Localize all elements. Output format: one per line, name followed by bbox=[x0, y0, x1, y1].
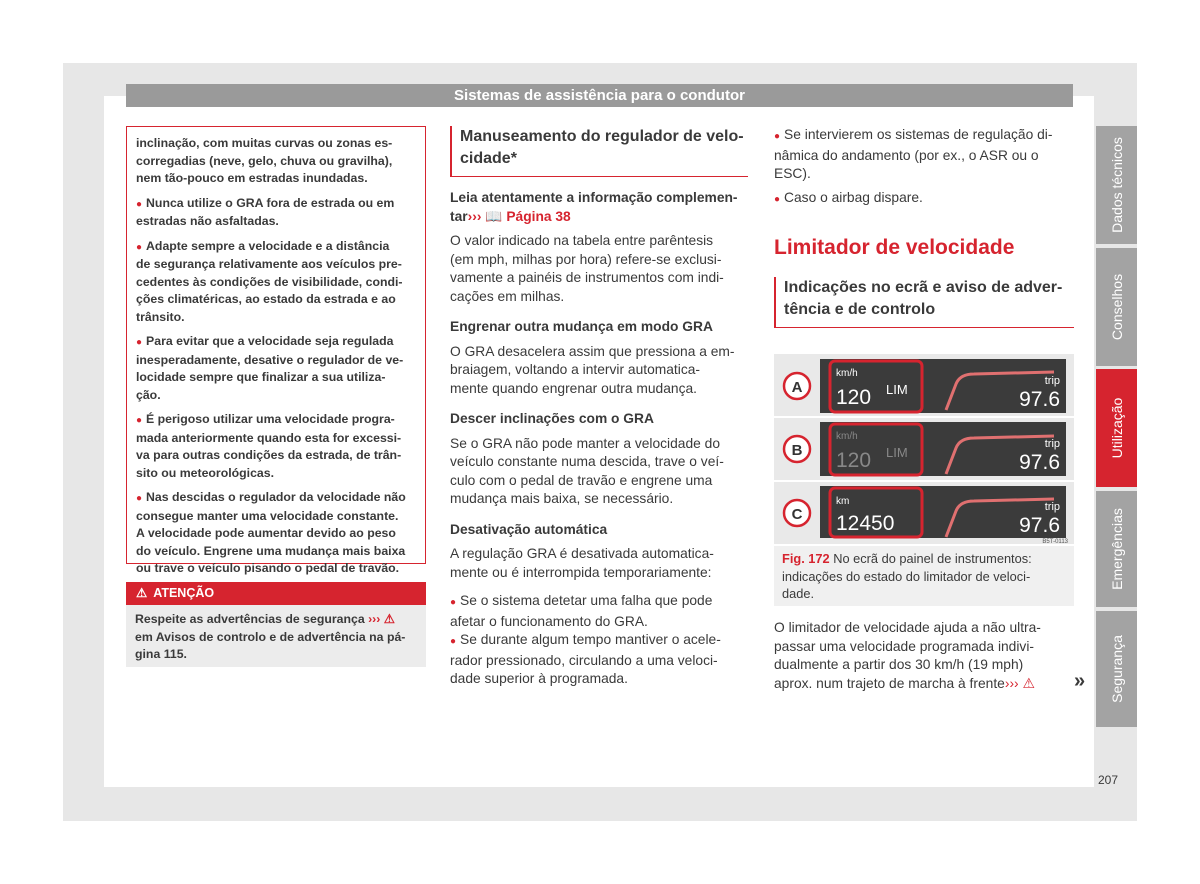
warning-item: ● Nas descidas o regulador da velocidade não consegue manter uma velocidade constante. A velocidade pode aumentar devido ao peso do veículo. Engrene uma mudança mais baixa ou trave o veículo pisando o pedal de travão. bbox=[136, 490, 406, 575]
instrument-displays bbox=[774, 354, 1074, 546]
panel-value: 12450 bbox=[836, 512, 895, 535]
bullet-icon: ● bbox=[136, 493, 143, 504]
bullet-icon: ● bbox=[774, 131, 781, 142]
book-icon: 📖 bbox=[485, 208, 503, 224]
warning-item: ● Nunca utilize o GRA fora de estrada ou em estradas não asfaltadas. bbox=[136, 195, 395, 228]
panel-unit: km/h bbox=[836, 368, 858, 379]
link-arrows-icon: ››› bbox=[1004, 675, 1019, 691]
warning-triangle-icon: ⚠ bbox=[1022, 675, 1035, 691]
subheading: Desativação automática bbox=[450, 521, 608, 537]
section-title: Manuseamento do regulador de velo- cidade* bbox=[450, 126, 748, 177]
continue-arrow-icon[interactable]: » bbox=[1074, 670, 1086, 692]
middle-column bbox=[450, 126, 748, 689]
attention-header: ⚠ ATENÇÃO bbox=[126, 582, 426, 605]
panel-lim: LIM bbox=[886, 382, 908, 397]
list-item: ● Se durante algum tempo mantiver o acele- rador pressionado, circulando a uma veloci- dade superior à programada. bbox=[450, 632, 721, 686]
tab-label: Utilização bbox=[1108, 397, 1125, 459]
bullet-icon: ● bbox=[774, 193, 781, 205]
warning-triangle-icon: ⚠ bbox=[136, 586, 148, 600]
list-item: ● Se intervierem os sistemas de regulação di- nâmica do andamento (por ex., o ASR ou o ESC). bbox=[774, 127, 1053, 181]
warning-box bbox=[126, 126, 426, 575]
panel-value: 120 bbox=[836, 449, 872, 472]
read-info: Leia atentamente a informação complemen- tar››› 📖 Página 38 bbox=[450, 190, 738, 224]
right-column bbox=[774, 126, 1074, 328]
bullet-icon: ● bbox=[450, 636, 457, 647]
warning-triangle-icon: ⚠ bbox=[383, 612, 395, 626]
figure-caption: Fig. 172 No ecrã do painel de instrumentos: indicações do estado do limitador de veloci- dade. bbox=[782, 551, 1032, 601]
bullet-icon: ● bbox=[136, 415, 143, 426]
paragraph: Se o GRA não pode manter a velocidade do veículo constante numa descida, trave o veí- culo com o pedal de travão e engrene uma mudança mais baixa, se necessário. bbox=[450, 435, 724, 506]
link-arrows-icon: ››› bbox=[467, 208, 482, 224]
bullet-icon: ● bbox=[136, 241, 143, 253]
panel-trip-value: 97.6 bbox=[1019, 514, 1060, 537]
tab-label: Conselhos bbox=[1108, 273, 1125, 341]
panel-trip-label: trip bbox=[1044, 375, 1060, 387]
panel-letter: B bbox=[791, 442, 803, 459]
section-heading: Limitador de velocidade bbox=[774, 236, 1015, 259]
panel-trip-label: trip bbox=[1044, 438, 1060, 450]
tab-seguranca[interactable] bbox=[1096, 611, 1137, 727]
link-arrows-icon: ››› bbox=[364, 612, 384, 626]
bullet-icon: ● bbox=[450, 597, 457, 608]
paragraph: O GRA desacelera assim que pressiona a em- braiagem, voltando a intervir automatica- mente quando engrenar outra mudança. bbox=[450, 343, 735, 396]
paragraph: A regulação GRA é desativada automatica- mente ou é interrompida temporariamente: bbox=[450, 546, 714, 580]
paragraph: O valor indicado na tabela entre parêntesis (em mph, milhas por hora) refere-se exclusi- vamente a painéis de instrumentos com indi- cações em milhas. bbox=[450, 233, 724, 304]
panel-lim: LIM bbox=[886, 445, 908, 460]
warning-intro: inclinação, com muitas curvas ou zonas es- corregadias (neve, gelo, chuva ou gravilha), nem tão-pouco em estradas inundadas. bbox=[136, 136, 393, 185]
subheading: Engrenar outra mudança em modo GRA bbox=[450, 319, 713, 334]
tab-label: Dados técnicos bbox=[1108, 137, 1125, 233]
attention-link[interactable]: em Avisos de controlo e de advertência na pá- bbox=[135, 629, 406, 644]
bullet-icon: ● bbox=[136, 337, 143, 348]
subheading: Descer inclinações com o GRA bbox=[450, 411, 654, 426]
panel-unit: km bbox=[836, 496, 850, 507]
tab-label: Emergências bbox=[1108, 508, 1125, 590]
panel-letter: A bbox=[791, 379, 803, 396]
panel-trip-value: 97.6 bbox=[1019, 451, 1060, 474]
warning-item: ● É perigoso utilizar uma velocidade progra- mada anteriormente quando esta for excessi- va para outras condições da estrada, de trân- sito ou meteorológicas. bbox=[136, 412, 402, 480]
display-panel-a bbox=[774, 354, 1074, 416]
tab-utilizacao[interactable] bbox=[1096, 369, 1137, 487]
figure-172 bbox=[774, 354, 1074, 606]
panel-unit: km/h bbox=[836, 431, 858, 442]
final-paragraph: O limitador de velocidade ajuda a não ultra- passar uma velocidade programada indivi- dualmente a partir dos 30 km/h (19 mph) aprox. num trajeto de marcha à frente››› ⚠ bbox=[774, 620, 1041, 691]
panel-trip-label: trip bbox=[1044, 501, 1060, 513]
list-item: ● Caso o airbag dispare. bbox=[774, 189, 923, 205]
panel-value: 120 bbox=[836, 386, 872, 409]
bullet-icon: ● bbox=[136, 198, 143, 210]
tab-dados-tecnicos[interactable] bbox=[1096, 126, 1137, 244]
page-header: Sistemas de assistência para o condutor bbox=[126, 84, 1073, 107]
tab-label: Segurança bbox=[1108, 635, 1125, 703]
tab-conselhos[interactable] bbox=[1096, 248, 1137, 366]
panel-letter: C bbox=[791, 506, 803, 523]
display-panel-c bbox=[774, 482, 1074, 545]
section-title: Indicações no ecrã e aviso de adver- tência e de controlo bbox=[774, 277, 1074, 328]
attention-body: Respeite as advertências de segurança ››› ⚠ em Avisos de controlo e de advertência na pá- gina 115. bbox=[126, 605, 426, 667]
warning-item: ● Adapte sempre a velocidade e a distância de segurança relativamente aos veículos pre- cedentes às condições de visibilidade, condi- ções climatéricas, ao estado da estrada e ao trânsito. bbox=[136, 238, 403, 324]
page-number: 207 bbox=[1098, 773, 1119, 787]
figure-code: B5T-0113 bbox=[1042, 539, 1068, 545]
display-panel-b bbox=[774, 418, 1074, 480]
page-link[interactable]: Página 38 bbox=[506, 208, 571, 224]
panel-trip-value: 97.6 bbox=[1019, 388, 1060, 411]
warning-item: ● Para evitar que a velocidade seja regulada inesperadamente, desative o regulador de ve- locidade sempre que finalizar a sua utiliza- ção. bbox=[136, 334, 404, 402]
list-item: ● Se o sistema detetar uma falha que pode afetar o funcionamento do GRA. bbox=[450, 593, 713, 629]
tab-emergencias[interactable] bbox=[1096, 491, 1137, 607]
